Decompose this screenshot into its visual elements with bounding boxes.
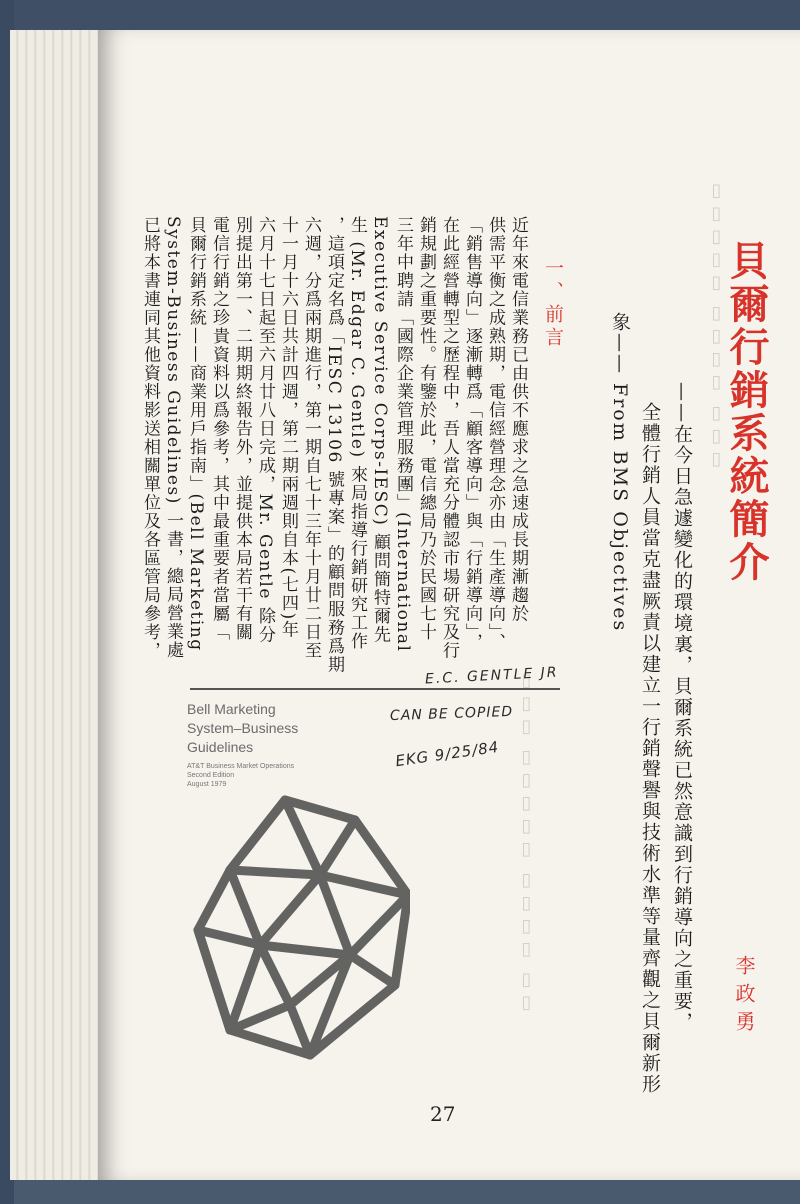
body-column: 六月十七日起至六月廿八日完成，Mr. Gentle 除分 (255, 216, 275, 644)
epigraph-line: 象—— From BMS Objectives (609, 312, 631, 633)
bleed-through-text: ▯▯▯▯▯ ▯▯▯▯ ▯▯▯ (706, 180, 727, 472)
body-column: 在此經營轉型之歷程中，吾人當充分體認市場研究及行 (439, 216, 459, 660)
figure-top-rule (190, 688, 560, 690)
body-column: 「銷售導向」逐漸轉爲「顧客導向」與「行銷導向」， (462, 216, 482, 652)
epigraph-line: 全體行銷人員當克盡厥責以建立一行銷聲譽與技術水準等量齊觀之貝爾新形 (639, 402, 661, 1095)
geodesic-polyhedron-illustration (190, 780, 410, 1060)
handwritten-signature-name: E.C. GENTLE JR (424, 664, 559, 688)
cover-small-line: Second Edition (187, 772, 235, 779)
handwritten-note: CAN BE COPIED (389, 703, 514, 725)
body-column: 供需平衡之成熟期，電信經營理念亦由「生產導向」、 (485, 216, 505, 652)
body-column: 十一月十六日共計四週，第二期兩週則自本(七四)年 (278, 216, 298, 640)
body-column: 銷規劃之重要性。有鑒於此，電信總局乃於民國七十 (416, 216, 436, 642)
cover-small-line: AT&T Business Market Operations (187, 763, 295, 770)
body-column: 別提出第一、二期期終報告外，並提供本局若干有關 (232, 216, 252, 642)
page-number: 27 (430, 1102, 456, 1126)
body-column: Executive Service Corps-IESC) 顧問簡特爾先 (370, 216, 390, 645)
body-column: 生 (Mr. Edgar C. Gentle) 來局指導行銷研究工作 (347, 216, 367, 651)
epigraph-line: ——在今日急遽變化的環境裏，貝爾系統已然意識到行銷導向之重要， (671, 382, 693, 1033)
body-column: 近年來電信業務已由供不應求之急速成長期漸趨於 (508, 216, 528, 623)
article-author: 李政勇 (732, 955, 756, 1039)
figure-cover-title (187, 700, 298, 757)
section-heading: 一、前言 (542, 258, 564, 350)
body-column: 六週，分爲兩期進行，第一期自七十三年十月廿二日至 (301, 216, 321, 660)
cover-title-line: System–Business (187, 720, 299, 736)
body-column: ，這項定名爲「IESC 13106 號專案」的顧問服務爲期 (324, 216, 344, 675)
body-column: 已將本書連同其他資料影送相關單位及各區管局參考， (140, 216, 160, 660)
cover-title-line: Bell Marketing (187, 701, 276, 717)
body-column: 三年中聘請「國際企業管理服務團」(International (393, 216, 413, 653)
body-column: 電信行銷之珍貴資料以爲參考，其中最重要者當屬「 (209, 216, 229, 642)
bleed-through-text: ▯▯▯ ▯▯▯▯▯ ▯▯▯▯ ▯▯ (516, 670, 537, 1016)
body-column: 貝爾行銷系統——商業用戶指南」(Bell Marketing (186, 216, 206, 652)
handwritten-date: EKG 9/25/84 (394, 737, 501, 771)
article-title: 貝爾行銷系統簡介 (723, 240, 769, 584)
body-column: System-Business Guidelines) 一書，總局營業處 (163, 216, 183, 660)
cover-small-line: August 1979 (187, 781, 227, 788)
cover-title-line: Guidelines (187, 739, 254, 755)
